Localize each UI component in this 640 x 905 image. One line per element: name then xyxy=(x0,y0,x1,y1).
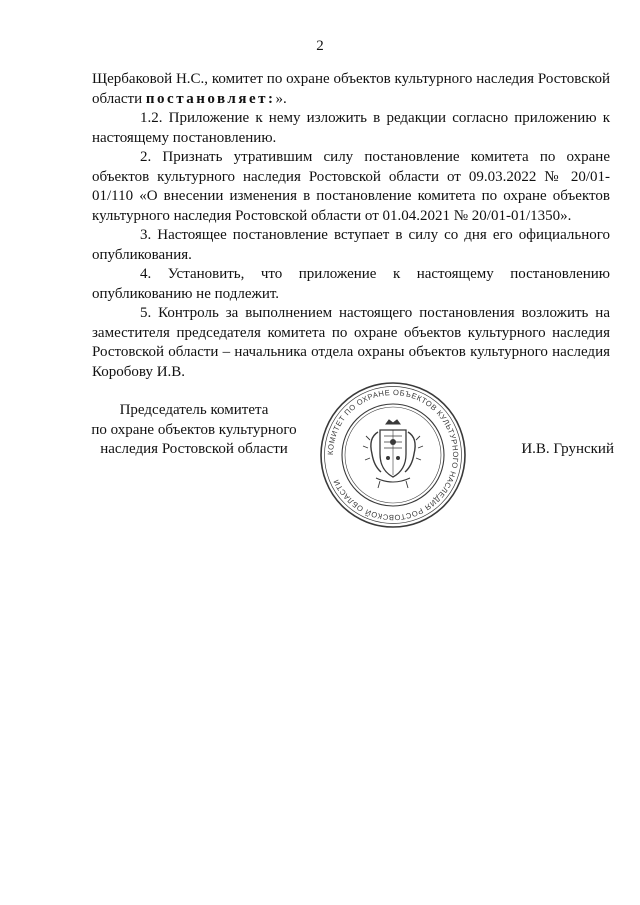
paragraph-continuation-end: ». xyxy=(275,90,287,107)
paragraph-1-2: 1.2. Приложение к нему изложить в редакции согласно приложению к настоящему постановлению. xyxy=(92,110,610,146)
paragraph-3: 3. Настоящее постановление вступает в силу со дня его официального опубликования. xyxy=(92,227,610,263)
paragraph-continuation-text: Щербаковой Н.С., комитет по охране объектов культурного наследия Ростовской области xyxy=(92,71,610,107)
signatory-title-line-3: наследия Ростовской области xyxy=(100,441,288,457)
paragraph-2: 2. Признать утратившим силу постановление комитета по охране объектов культурного наследия Ростовской области от 09.03.2022 № 20/01-01/110 «О внесении изменения в постановление комитета по охране объектов культурного наследия Ростовской области от 01.04.2021 № 20/01-01/1350». xyxy=(92,149,610,224)
coat-of-arms-icon xyxy=(363,420,423,488)
paragraph-continuation xyxy=(92,70,610,109)
seal-ring-text: КОМИТЕТ ПО ОХРАНЕ ОБЪЕКТОВ КУЛЬТУРНОГО НАСЛЕДИЯ РОСТОВСКОЙ ОБЛАСТИ xyxy=(325,387,461,523)
resolution-keyword: постановляет: xyxy=(145,90,276,107)
signatory-name: И.В. Грунский xyxy=(521,441,614,457)
official-seal-stamp xyxy=(318,380,468,530)
paragraph-4: 4. Установить, что приложение к настоящему постановлению опубликованию не подлежит. xyxy=(92,266,610,302)
signatory-title-line-1: Председатель комитета xyxy=(119,402,269,418)
signatory-title xyxy=(88,401,300,460)
document-body xyxy=(92,70,610,382)
signatory-title-line-2: по охране объектов культурного xyxy=(91,421,297,438)
page-number: 2 xyxy=(316,38,324,54)
paragraph-5: 5. Контроль за выполнением настоящего постановления возложить на заместителя председателя комитета по охране объектов культурного наследия Ростовской области – начальника отдела охраны объектов культурного наследия Коробову И.В. xyxy=(92,305,610,380)
